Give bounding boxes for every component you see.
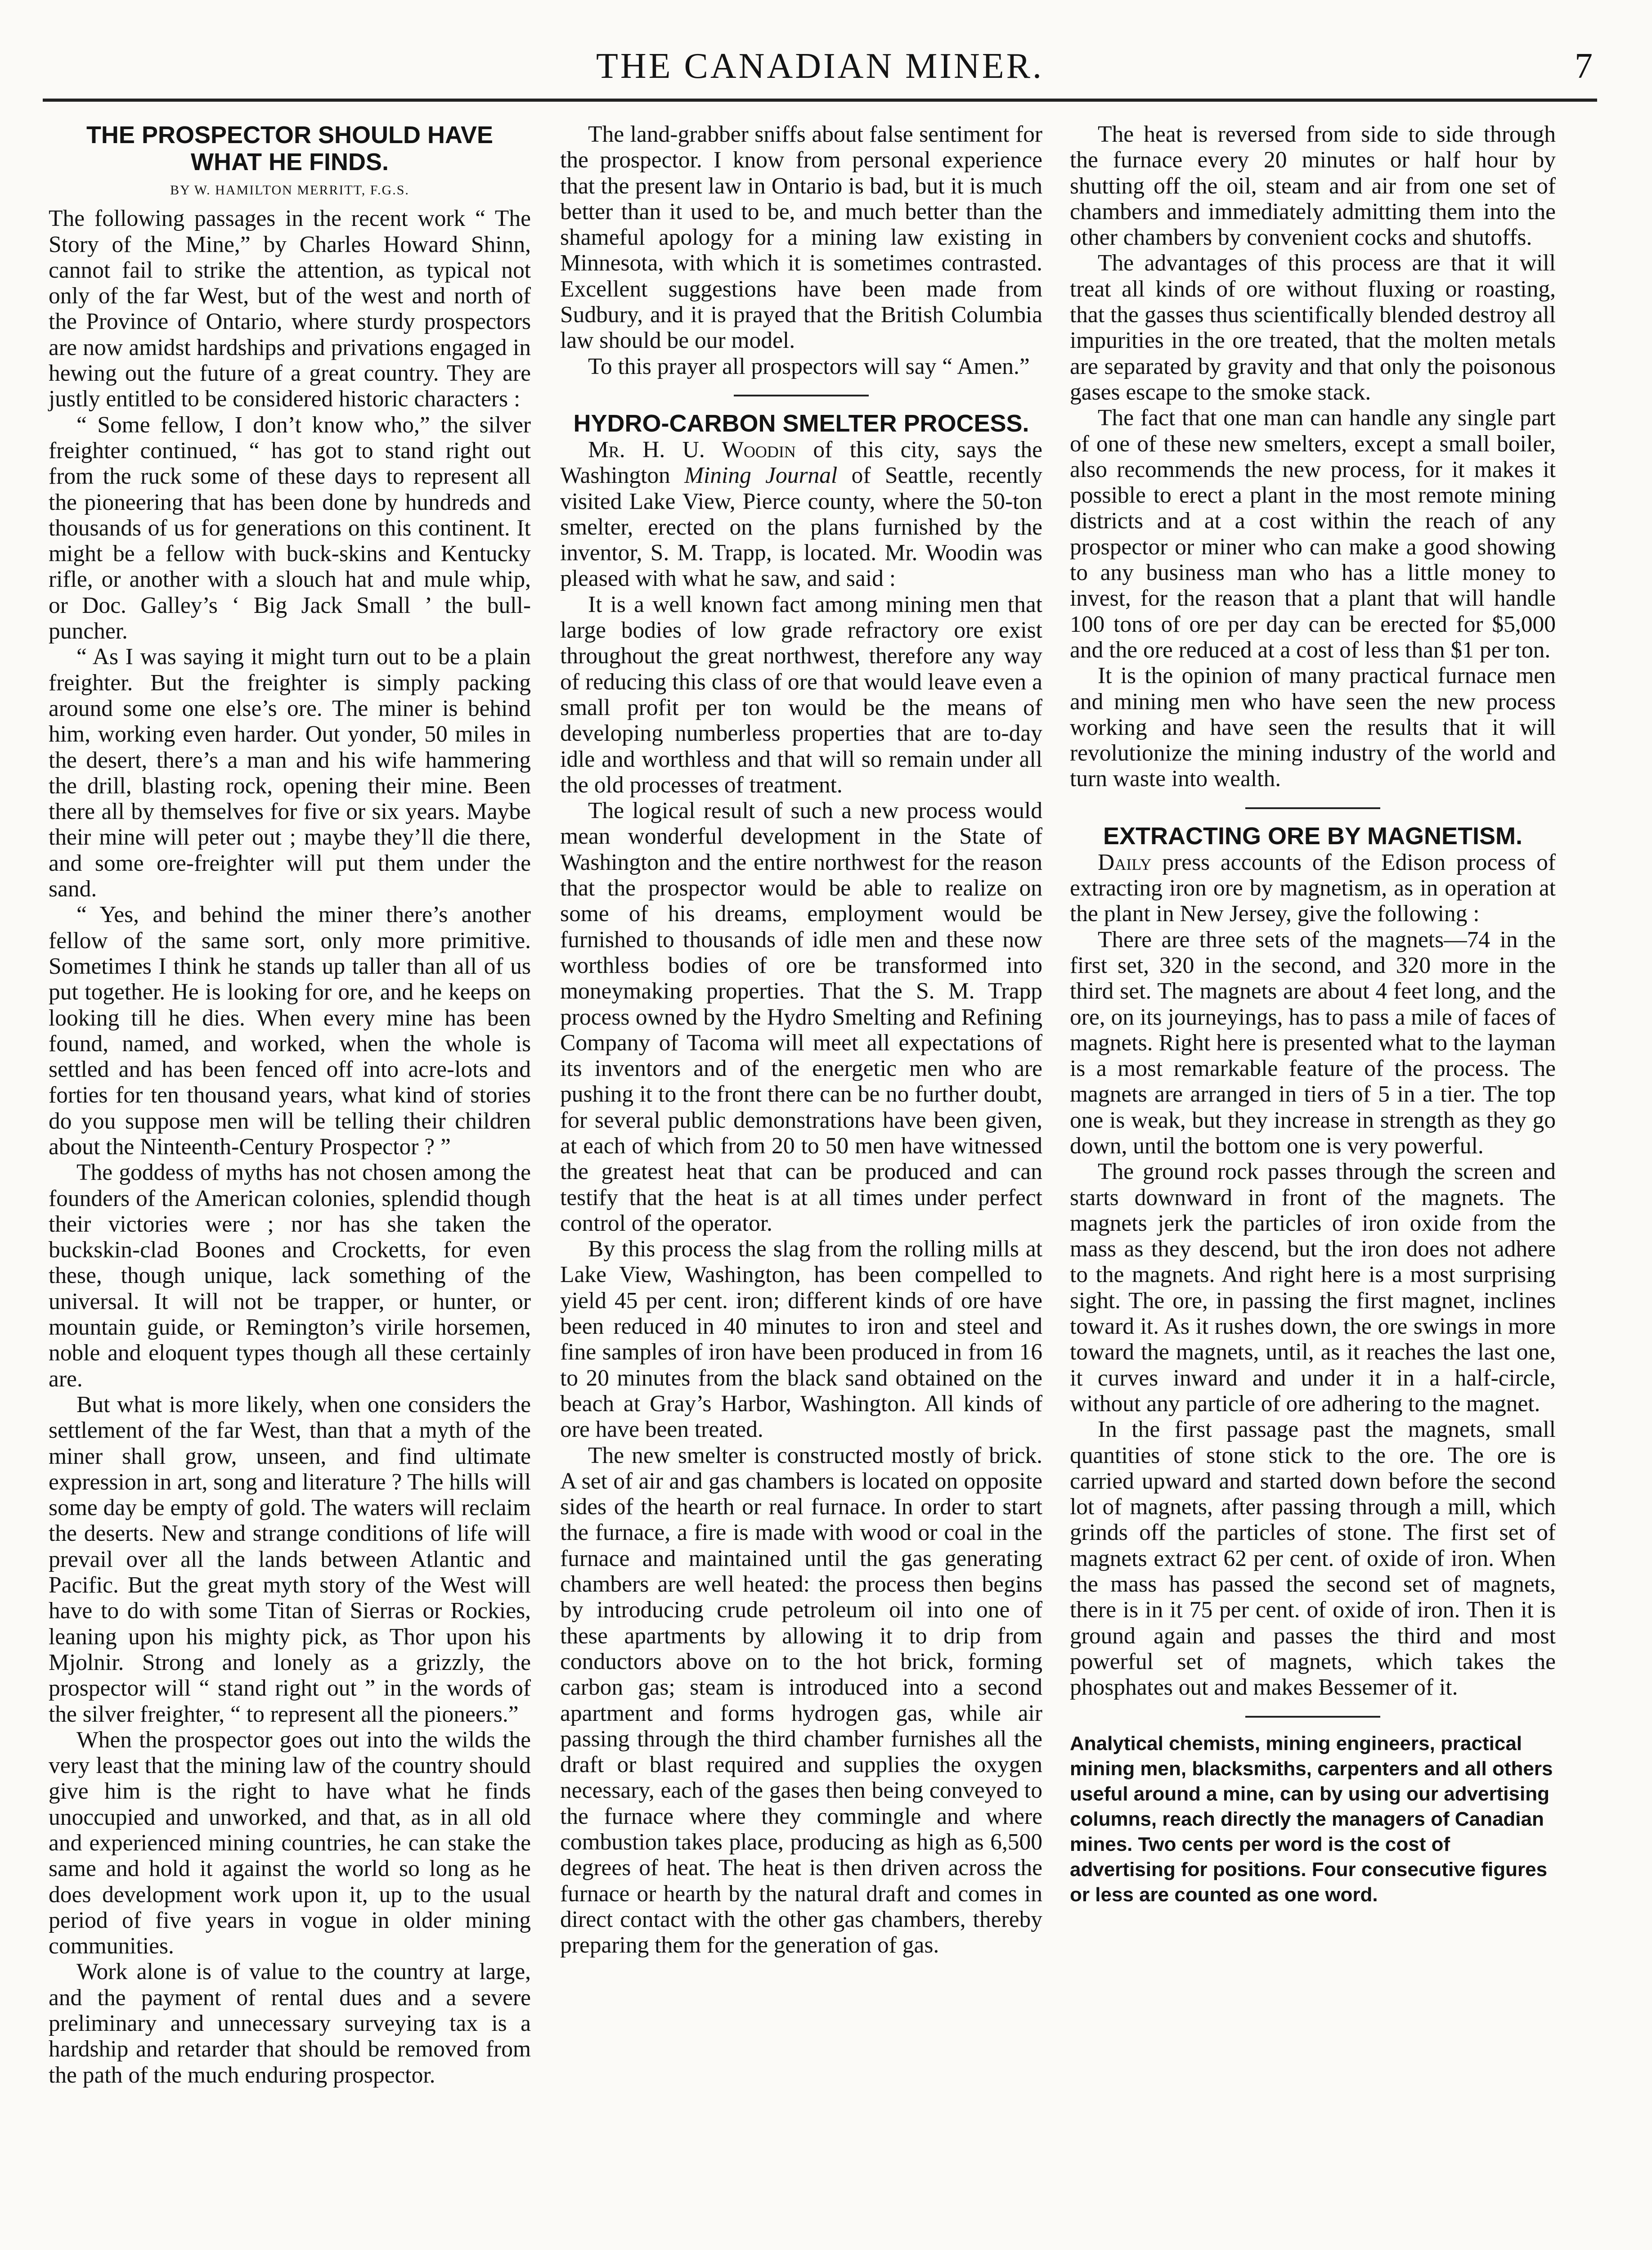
article-1-headline: THE PROSPECTOR SHOULD HAVE WHAT HE FINDS. — [86, 122, 494, 176]
column-2 — [560, 122, 1042, 1958]
article-2-intro — [560, 437, 1042, 592]
article-3-paragraph: The ground rock passes through the screen and starts downward in front of the magnets. The magnets jerk the particles of iron oxide from the mass as they descend, but the iron does not adhere to the magnets. And right here is a most surprising sight. The ore, in passing the first magnet, inclines toward it. As it rushes down, the ore swings in more toward the magnets, until, as it reaches the last one, it curves inward and under it in a half-circle, without any particle of ore adhering to the magnet. — [1070, 1159, 1556, 1417]
article-1-paragraph: The goddess of myths has not chosen among the founders of the American colonies, splendid though their victories were ; nor has she taken the buckskin-clad Boones and Crocketts, for even these, though unique, lack something of the universal. It will not be trapper, or hunter, or mountain guide, or Remington’s virile horsemen, noble and eloquent types though all these certainly are. — [49, 1160, 531, 1392]
article-1-paragraph: To this prayer all prospectors will say “ Amen.” — [588, 353, 1030, 379]
column-1 — [49, 122, 531, 2088]
article-3-intro-text: press accounts of the Edison process of extracting iron ore by magnetism, as in operation at the plant in New Jersey, give the following : — [1070, 849, 1556, 927]
article-separator — [1245, 807, 1380, 809]
article-1-paragraph: The land-grabber sniffs about false sentiment for the prospector. I know from personal experience that the present law in Ontario is bad, but it is much better than it used to be, and much better than the shameful apology for a mining law existing in Minnesota, with which it is sometimes contrasted. Excellent suggestions have been made from Sudbury, and it is prayed that the British Columbia law should be our model. — [560, 122, 1042, 354]
article-3-headline: EXTRACTING ORE BY MAGNETISM. — [1103, 822, 1523, 850]
article-2-paragraph: By this process the slag from the rolling mills at Lake View, Washington, has been compelled to yield 45 per cent. iron; different kinds of ore have been reduced in 40 minutes to iron and steel and fine samples of iron have been produced in from 16 to 20 minutes from the black sand obtained on the beach at Gray’s Harbor, Washington. All kinds of ore have been treated. — [560, 1236, 1042, 1443]
article-1-paragraph: “ Some fellow, I don’t know who,” the silver freighter continued, “ has got to stand right out from the ruck some of these days to represent all the pioneering that has been done by hundreds and thousands of us for generations on this continent. It might be a fellow with buck-skins and Kentucky rifle, or another with a slouch hat and mule whip, or Doc. Galley’s ‘ Big Jack Small ’ the bull-puncher. — [49, 412, 531, 644]
article-3-paragraph: In the first passage past the magnets, small quantities of stone stick to the ore. The ore is carried upward and started down before the second lot of magnets, after passing through a mill, which grinds off the particles of stone. The first set of magnets extract 62 per cent. of oxide of iron. When the mass has passed the second set of magnets, there is in it 75 per cent. of oxide of iron. Then it is ground again and passes the third and most powerful set of magnets, which takes the phosphates out and makes Bessemer of it. — [1070, 1417, 1556, 1701]
article-3-paragraph: There are three sets of the magnets—74 in the first set, 320 in the second, and 320 more in the third set. The magnets are about 4 feet long, and the ore, on its journeyings, has to pass a mile of faces of magnets. Right here is presented what to the layman is a most remarkable feature of the process. The magnets are arranged in tiers of 5 in a tier. The top one is weak, but they increase in strength as they go down, until the bottom one is very powerful. — [1070, 927, 1556, 1159]
article-3-intro — [1070, 850, 1556, 927]
article-3-intro-lead: Daily — [1098, 849, 1152, 875]
article-1-byline: BY W. HAMILTON MERRITT, F.G.S. — [170, 183, 409, 198]
article-2-paragraph: The heat is reversed from side to side through the furnace every 20 minutes or half hour by shutting off the oil, steam and air from one set of chambers and immediately admitting them into the other chambers by convenient cocks and shutoffs. — [1070, 122, 1556, 251]
article-2-intro-text: of this city, says the Washington — [560, 436, 1042, 489]
article-1-paragraph: “ As I was saying it might turn out to be a plain freighter. But the freighter is simply packing around some one else’s ore. The miner is behind him, working even harder. Out yonder, 50 miles in the desert, there’s a man and his wife hammering the drill, blasting rock, opening their mine. Been there all by themselves for five or six years. Maybe their mine will peter out ; maybe they’ll die there, and some ore-freighter will put them under the sand. — [49, 644, 531, 902]
publication-title: THE CANADIAN MINER. — [596, 46, 1044, 86]
article-1-paragraph: When the prospector goes out into the wilds the very least that the mining law of the country should give him is the right to have what he finds unoccupied and unworked, and that, as in all old and experienced mining countries, he can stake the same and hold it against the world so long as he does development work upon it, up to the usual period of five years in vogue in older mining communities. — [49, 1727, 531, 1959]
article-separator — [734, 395, 869, 396]
article-1-paragraph: But what is more likely, when one considers the settlement of the far West, than that a myth of the miner shall grow, unseen, and find ultimate expression in art, song and literature ? The hills will some day be empty of gold. The waters will reclaim the deserts. New and strange conditions of life will prevail over all the lands between Atlantic and Pacific. But the great myth story of the West will have to do with some Titan of Sierras or Rockies, leaning upon his mighty pick, as Thor upon his Mjolnir. Strong and lonely as a grizzly, the prospector will “ stand right out ” in the words of the silver freighter, “ to represent all the pioneers.” — [49, 1391, 531, 1727]
article-2-headline: HYDRO-CARBON SMELTER PROCESS. — [573, 410, 1029, 437]
article-2-paragraph: The new smelter is constructed mostly of brick. A set of air and gas chambers is located on opposite sides of the hearth or real furnace. In order to start the furnace, a fire is made with wood or coal in the furnace and maintained until the gas generating chambers are well heated: the process then begins by introducing crude petroleum oil into one of these apartments by allowing it to drip from conductors above on to the hot brick, forming carbon gas; steam is introduced into a second apartment and forms hydrogen gas, while air passing through the third chamber furnishes all the draft or blast required and supplies the oxygen necessary, each of the gases then being conveyed to the furnace where they commingle and where combustion takes place, producing as high as 6,500 degrees of heat. The heat is then driven across the furnace or hearth by the natural draft and comes in direct contact with the other gas chambers, thereby preparing them for the generation of gas. — [560, 1442, 1042, 1958]
article-1-paragraph: “ Yes, and behind the miner there’s another fellow of the same sort, only more primitive. Sometimes I think he stands up taller than all of us put together. He is looking for ore, and he keeps on looking till he dies. When every mine has been found, named, and worked, when the whole is settled and has been fenced off into acre-lots and forties for ten thousand years, what kind of stories do you suppose men will be telling their children about the Ninteenth-Century Prospector ? ” — [49, 902, 531, 1160]
article-2-paragraph: The logical result of such a new process would mean wonderful development in the State of Washington and the entire northwest for the reason that the prospector would be able to realize on some of his dreams, employment would be furnished to thousands of idle men and these now worthless bodies of ore be transformed into moneymaking properties. That the S. M. Trapp process owned by the Hydro Smelting and Refining Company of Tacoma will meet all expectations of its inventors and of the energetic men who are pushing it to the front there can be no further doubt, for several public demonstrations have been given, at each of which from 20 to 50 men have witnessed the greatest heat that can be produced and can testify that the heat is at all times under perfect control of the operator. — [560, 798, 1042, 1236]
article-2-intro-text: of Seattle, recently visited Lake View, Pierce county, where the 50-ton smelter, erected on the plans furnished by the inventor, S. M. Trapp, is located. Mr. Woodin was pleased with what he saw, and said : — [560, 463, 1042, 592]
article-1-paragraph: Work alone is of value to the country at large, and the payment of rental dues and a severe preliminary and unnecessary surveying tax is a hardship and retarder that should be removed from the path of the much enduring prospector. — [49, 1959, 531, 2088]
masthead — [43, 38, 1597, 105]
article-2-paragraph: The fact that one man can handle any single part of one of these new smelters, except a small boiler, also recommends the new process, for it makes it possible to erect a plant in the most remote mining districts and at a cost within the reach of any prospector or miner who can make a good showing to any business man who has a little money to invest, for the reason that a plant that will handle 100 tons of ore per day can be erected for $5,000 and the ore reduced at a cost of less than $1 per ton. — [1070, 405, 1556, 663]
article-2-journal-name: Mining Journal — [684, 463, 838, 489]
page-number: 7 — [1575, 46, 1593, 86]
column-3 — [1070, 122, 1556, 1908]
advertising-notice: Analytical chemists, mining engineers, practical mining men, blacksmiths, carpenters and all others useful around a mine, can by using our advertising columns, reach directly the managers of Canadian mines. Two cents per word is the cost of advertising for positions. Four consecutive figures or less are counted as one word. — [1070, 1732, 1553, 1906]
article-separator — [1245, 1716, 1380, 1718]
article-1-paragraph: The following passages in the recent work “ The Story of the Mine,” by Charles Howard Shinn, cannot fail to strike the attention, as typical not only of the far West, but of the west and north of the Province of Ontario, where sturdy prospectors are now amidst hardships and privations engaged in hewing out the future of a great country. They are justly entitled to be considered historic characters : — [49, 206, 531, 412]
article-2-intro-lead: Mr. H. U. Woodin — [588, 436, 796, 463]
article-2-paragraph: It is the opinion of many practical furnace men and mining men who have seen the new process working and have seen the results that it will revolutionize the mining industry of the world and turn waste into wealth. — [1070, 663, 1556, 792]
article-2-paragraph: The advantages of this process are that it will treat all kinds of ore without fluxing or roasting, that the gasses thus scientifically blended destroy all impurities in the ore treated, that the molten metals are separated by gravity and that only the poisonous gases escape to the smoke stack. — [1070, 250, 1556, 405]
masthead-rule — [43, 99, 1597, 102]
article-2-paragraph: It is a well known fact among mining men that large bodies of low grade refractory ore exist throughout the great northwest, therefore any way of reducing this class of ore that would leave even a small profit per ton would be the means of developing numberless properties that are to-day idle and worthless and that will so remain under all the old processes of treatment. — [560, 591, 1042, 798]
